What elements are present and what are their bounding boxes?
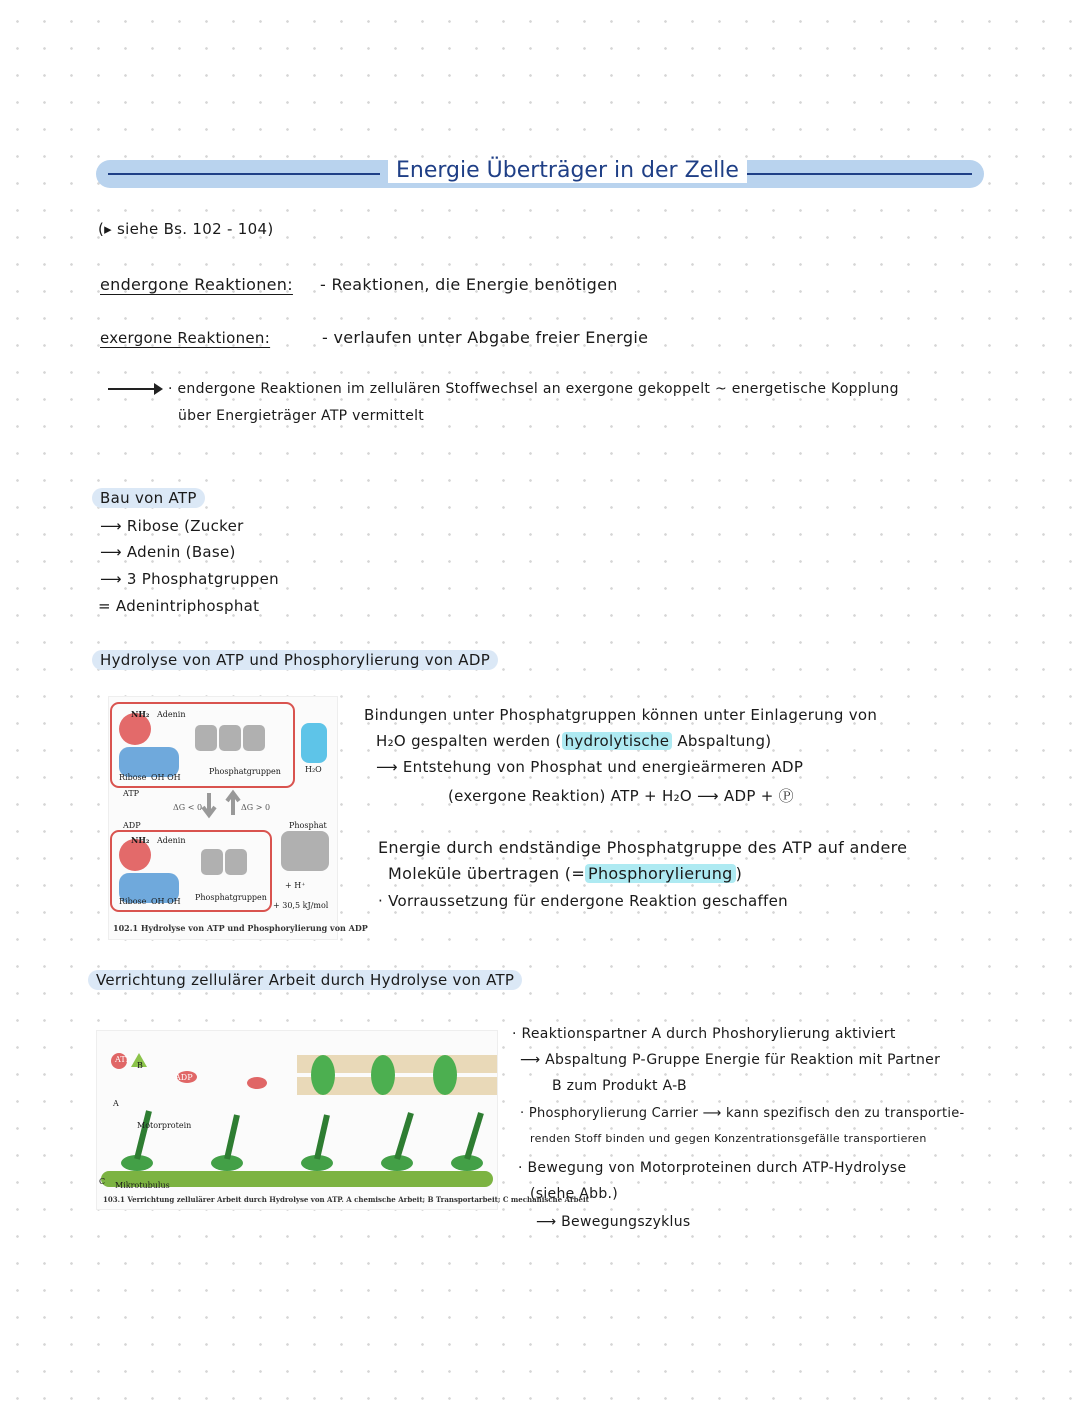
- label-atp: ATP: [123, 789, 140, 798]
- label-panel-a: A: [113, 1099, 119, 1108]
- arrow-icon: ⟶: [536, 1214, 562, 1230]
- title-rule-left: [108, 173, 380, 175]
- motor-proteins: [121, 1155, 483, 1171]
- hydrolyse-p1-line3: ⟶ Entstehung von Phosphat und energieärmeren ADP: [376, 758, 804, 776]
- figure2-caption: 103.1 Verrichtung zellulärer Arbeit durch Hydrolyse von ATP. A chemische Arbeit; B Transportarbeit; C mechanische Arbeit: [103, 1195, 589, 1204]
- hydrolyse-p2-line2: Moleküle übertragen (= Phosphorylierung ): [388, 864, 743, 883]
- label-phosphat: Phosphat: [289, 821, 327, 830]
- arbeit-line-3: B zum Produkt A-B: [552, 1078, 687, 1094]
- coupling-line-2: über Energieträger ATP vermittelt: [178, 408, 425, 424]
- arrow-line: [108, 388, 158, 390]
- label-ribose-adp: Ribose: [119, 897, 147, 906]
- arrow-icon: ⟶: [100, 517, 127, 535]
- label-motorprotein: Motorprotein: [137, 1121, 192, 1130]
- label-adenin: Adenin: [157, 710, 186, 719]
- phosphorylierung-highlight: Phosphorylierung: [585, 864, 736, 883]
- bau-item-adenin: ⟶ Adenin (Base): [100, 543, 236, 561]
- arrow-icon: ⟶: [100, 543, 127, 561]
- water-shape: [301, 723, 327, 763]
- label-nh2-adp: NH₂: [131, 835, 150, 845]
- label-hplus: + H⁺: [285, 881, 306, 890]
- label-phosphatgruppen: Phosphatgruppen: [209, 767, 281, 776]
- bau-result: = Adenintriphosphat: [98, 597, 260, 615]
- label-adp-fig2: ADP: [175, 1073, 193, 1082]
- arbeit-line-7: (siehe Abb.): [530, 1186, 619, 1202]
- coupling-line-1: · endergone Reaktionen im zellulären Stoffwechsel an exergone gekoppelt ~ energetische Kopplung: [168, 381, 899, 397]
- exergon-definition: - verlaufen unter Abgabe freier Energie: [322, 328, 649, 347]
- label-energy: + 30,5 kJ/mol: [273, 901, 329, 910]
- arbeit-line-8: ⟶ Bewegungszyklus: [536, 1214, 691, 1230]
- endergon-term: endergone Reaktionen:: [100, 275, 293, 294]
- arrow-down-icon: [203, 793, 215, 815]
- arrow-up-icon: [227, 793, 239, 815]
- figure1-caption: 102.1 Hydrolyse von ATP und Phosphorylierung von ADP: [113, 923, 368, 933]
- label-h2o: H₂O: [305, 765, 322, 774]
- page-title: Energie Überträger in der Zelle: [388, 158, 747, 183]
- label-dg-positive: ΔG > 0: [241, 803, 271, 812]
- hydrolyse-heading: Hydrolyse von ATP und Phosphorylierung von ADP: [92, 650, 498, 670]
- arrow-icon: ⟶: [520, 1052, 546, 1068]
- arbeit-line-4: · Phosphorylierung Carrier ⟶ kann spezifisch den zu transportie-: [520, 1106, 965, 1121]
- figure-atp-hydrolysis: [108, 696, 368, 940]
- adp-oval-2: [247, 1077, 267, 1089]
- hydrolyse-p2-line1: Energie durch endständige Phosphatgruppe des ATP auf andere: [378, 838, 908, 857]
- hydrolyse-p1-line2: H₂O gespalten werden ( hydrolytische Abspaltung): [376, 732, 772, 750]
- arbeit-line-6: · Bewegung von Motorproteinen durch ATP-Hydrolyse: [518, 1160, 907, 1176]
- carrier-3: [433, 1055, 457, 1095]
- label-b-fig2: B: [137, 1061, 143, 1070]
- bau-item-phosphat: ⟶ 3 Phosphatgruppen: [100, 570, 279, 588]
- hydrolyse-p2-line3: · Vorraussetzung für endergone Reaktion geschaffen: [378, 892, 788, 910]
- label-panel-c: C: [99, 1177, 106, 1186]
- motor-stalks: [137, 1111, 481, 1159]
- bau-heading: Bau von ATP: [92, 488, 205, 508]
- label-adp: ADP: [123, 821, 141, 830]
- exergon-term: exergone Reaktionen:: [100, 329, 271, 347]
- label-ohoh-adp: OH OH: [151, 897, 181, 906]
- phosphate-group-adp: [201, 849, 247, 875]
- label-phosphatgruppen-adp: Phosphatgruppen: [195, 893, 267, 902]
- hydrolyse-p1-line1: Bindungen unter Phosphatgruppen können unter Einlagerung von: [364, 706, 878, 724]
- arbeit-heading: Verrichtung zellulärer Arbeit durch Hydrolyse von ATP: [88, 970, 522, 990]
- arrow-head: [154, 383, 163, 395]
- arbeit-line-5: renden Stoff binden und gegen Konzentrationsgefälle transportieren: [530, 1132, 927, 1145]
- arrow-icon: ⟶: [376, 758, 403, 776]
- phosphate-free: [281, 831, 329, 871]
- arrow-icon: ⟶: [100, 570, 127, 588]
- label-mikrotubulus: Mikrotubulus: [115, 1181, 170, 1190]
- label-adenin-adp: Adenin: [157, 836, 186, 845]
- endergon-definition: - Reaktionen, die Energie benötigen: [320, 275, 618, 294]
- carrier-2: [371, 1055, 395, 1095]
- label-atp-fig2: ATP: [115, 1055, 132, 1064]
- label-nh2: NH₂: [131, 709, 150, 719]
- bau-item-ribose: ⟶ Ribose (Zucker: [100, 517, 244, 535]
- reference-note: (▸ siehe Bs. 102 - 104): [98, 220, 274, 238]
- carrier-1: [311, 1055, 335, 1095]
- hydrolytische-highlight: hydrolytische: [562, 732, 673, 750]
- label-ribose: Ribose: [119, 773, 147, 782]
- hydrolyse-p1-line4: (exergone Reaktion) ATP + H₂O ⟶ ADP + Ⓟ: [448, 787, 794, 805]
- arbeit-line-1: · Reaktionspartner A durch Phoshorylierung aktiviert: [512, 1026, 896, 1042]
- phosphate-group-atp: [195, 725, 265, 751]
- label-dg-negative: ΔG < 0: [173, 803, 203, 812]
- arbeit-line-2: ⟶ Abspaltung P-Gruppe Energie für Reaktion mit Partner: [520, 1052, 941, 1068]
- label-ohoh: OH OH: [151, 773, 181, 782]
